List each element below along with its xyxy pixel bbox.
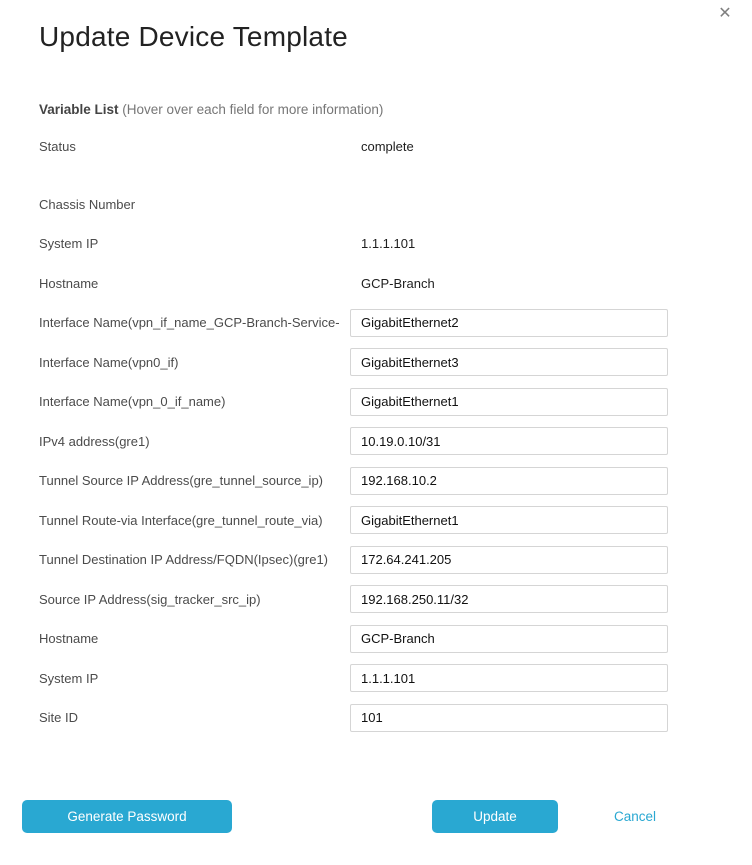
hostname-input[interactable] (350, 625, 668, 653)
ipv4-address-gre1-input[interactable] (350, 427, 668, 455)
generate-password-button[interactable]: Generate Password (22, 800, 232, 833)
interface-name-vpn0-if-input[interactable] (350, 348, 668, 376)
row-site-id (39, 698, 668, 738)
system-ip-value: 1.1.1.101 (361, 236, 416, 252)
row-label: Hostname (39, 631, 99, 647)
row-hostname-static (39, 264, 668, 304)
row-tunnel-destination-ip (39, 540, 668, 580)
tunnel-source-ip-input[interactable] (350, 467, 668, 495)
row-system-ip-static (39, 224, 668, 264)
row-hostname-input (39, 619, 668, 659)
row-interface-name-service (39, 303, 668, 343)
row-tunnel-route-via (39, 501, 668, 541)
variable-list-label: Variable List (39, 102, 119, 117)
interface-name-service-input[interactable] (350, 309, 668, 337)
row-label: Status (39, 139, 76, 155)
row-label: IPv4 address(gre1) (39, 433, 150, 449)
row-label: Hostname (39, 275, 99, 291)
row-label: Source IP Address(sig_tracker_src_ip) (39, 591, 261, 607)
row-source-ip-address (39, 580, 668, 620)
row-label: Interface Name(vpn_0_if_name) (39, 394, 226, 410)
row-label: System IP (39, 236, 99, 252)
row-label: Tunnel Route-via Interface(gre_tunnel_route_via) (39, 512, 323, 528)
row-label: Tunnel Source IP Address(gre_tunnel_source_ip) (39, 473, 324, 489)
site-id-input[interactable] (350, 704, 668, 732)
interface-name-vpn-0-if-name-input[interactable] (350, 388, 668, 416)
row-label: Interface Name(vpn0_if) (39, 354, 179, 370)
row-ipv4-address-gre1 (39, 422, 668, 462)
hostname-value: GCP-Branch (361, 275, 435, 291)
row-status (39, 127, 668, 167)
row-chassis-number (39, 185, 668, 225)
row-system-ip-input (39, 659, 668, 699)
row-interface-name-vpn-0-if-name (39, 382, 668, 422)
cancel-button[interactable]: Cancel (614, 809, 657, 824)
tunnel-route-via-input[interactable] (350, 506, 668, 534)
update-button[interactable]: Update (432, 800, 558, 833)
variable-list-hint: (Hover over each field for more information) (118, 102, 384, 117)
row-label: Interface Name(vpn_if_name_GCP-Branch-Service- (39, 315, 340, 331)
close-icon[interactable]: ✕ (718, 5, 732, 22)
status-value: complete (361, 139, 414, 155)
variable-list-heading (39, 102, 713, 117)
system-ip-input[interactable] (350, 664, 668, 692)
row-tunnel-source-ip (39, 461, 668, 501)
row-spacer (39, 167, 668, 185)
source-ip-address-input[interactable] (350, 585, 668, 613)
tunnel-destination-ip-input[interactable] (350, 546, 668, 574)
row-label: Chassis Number (39, 196, 136, 212)
dialog-footer (0, 800, 752, 833)
row-label: Tunnel Destination IP Address/FQDN(Ipsec)(gre1) (39, 552, 329, 568)
variable-rows (0, 117, 752, 738)
row-label: System IP (39, 670, 99, 686)
row-interface-name-vpn0-if (39, 343, 668, 383)
page-title: Update Device Template (39, 21, 348, 52)
row-label: Site ID (39, 710, 79, 726)
